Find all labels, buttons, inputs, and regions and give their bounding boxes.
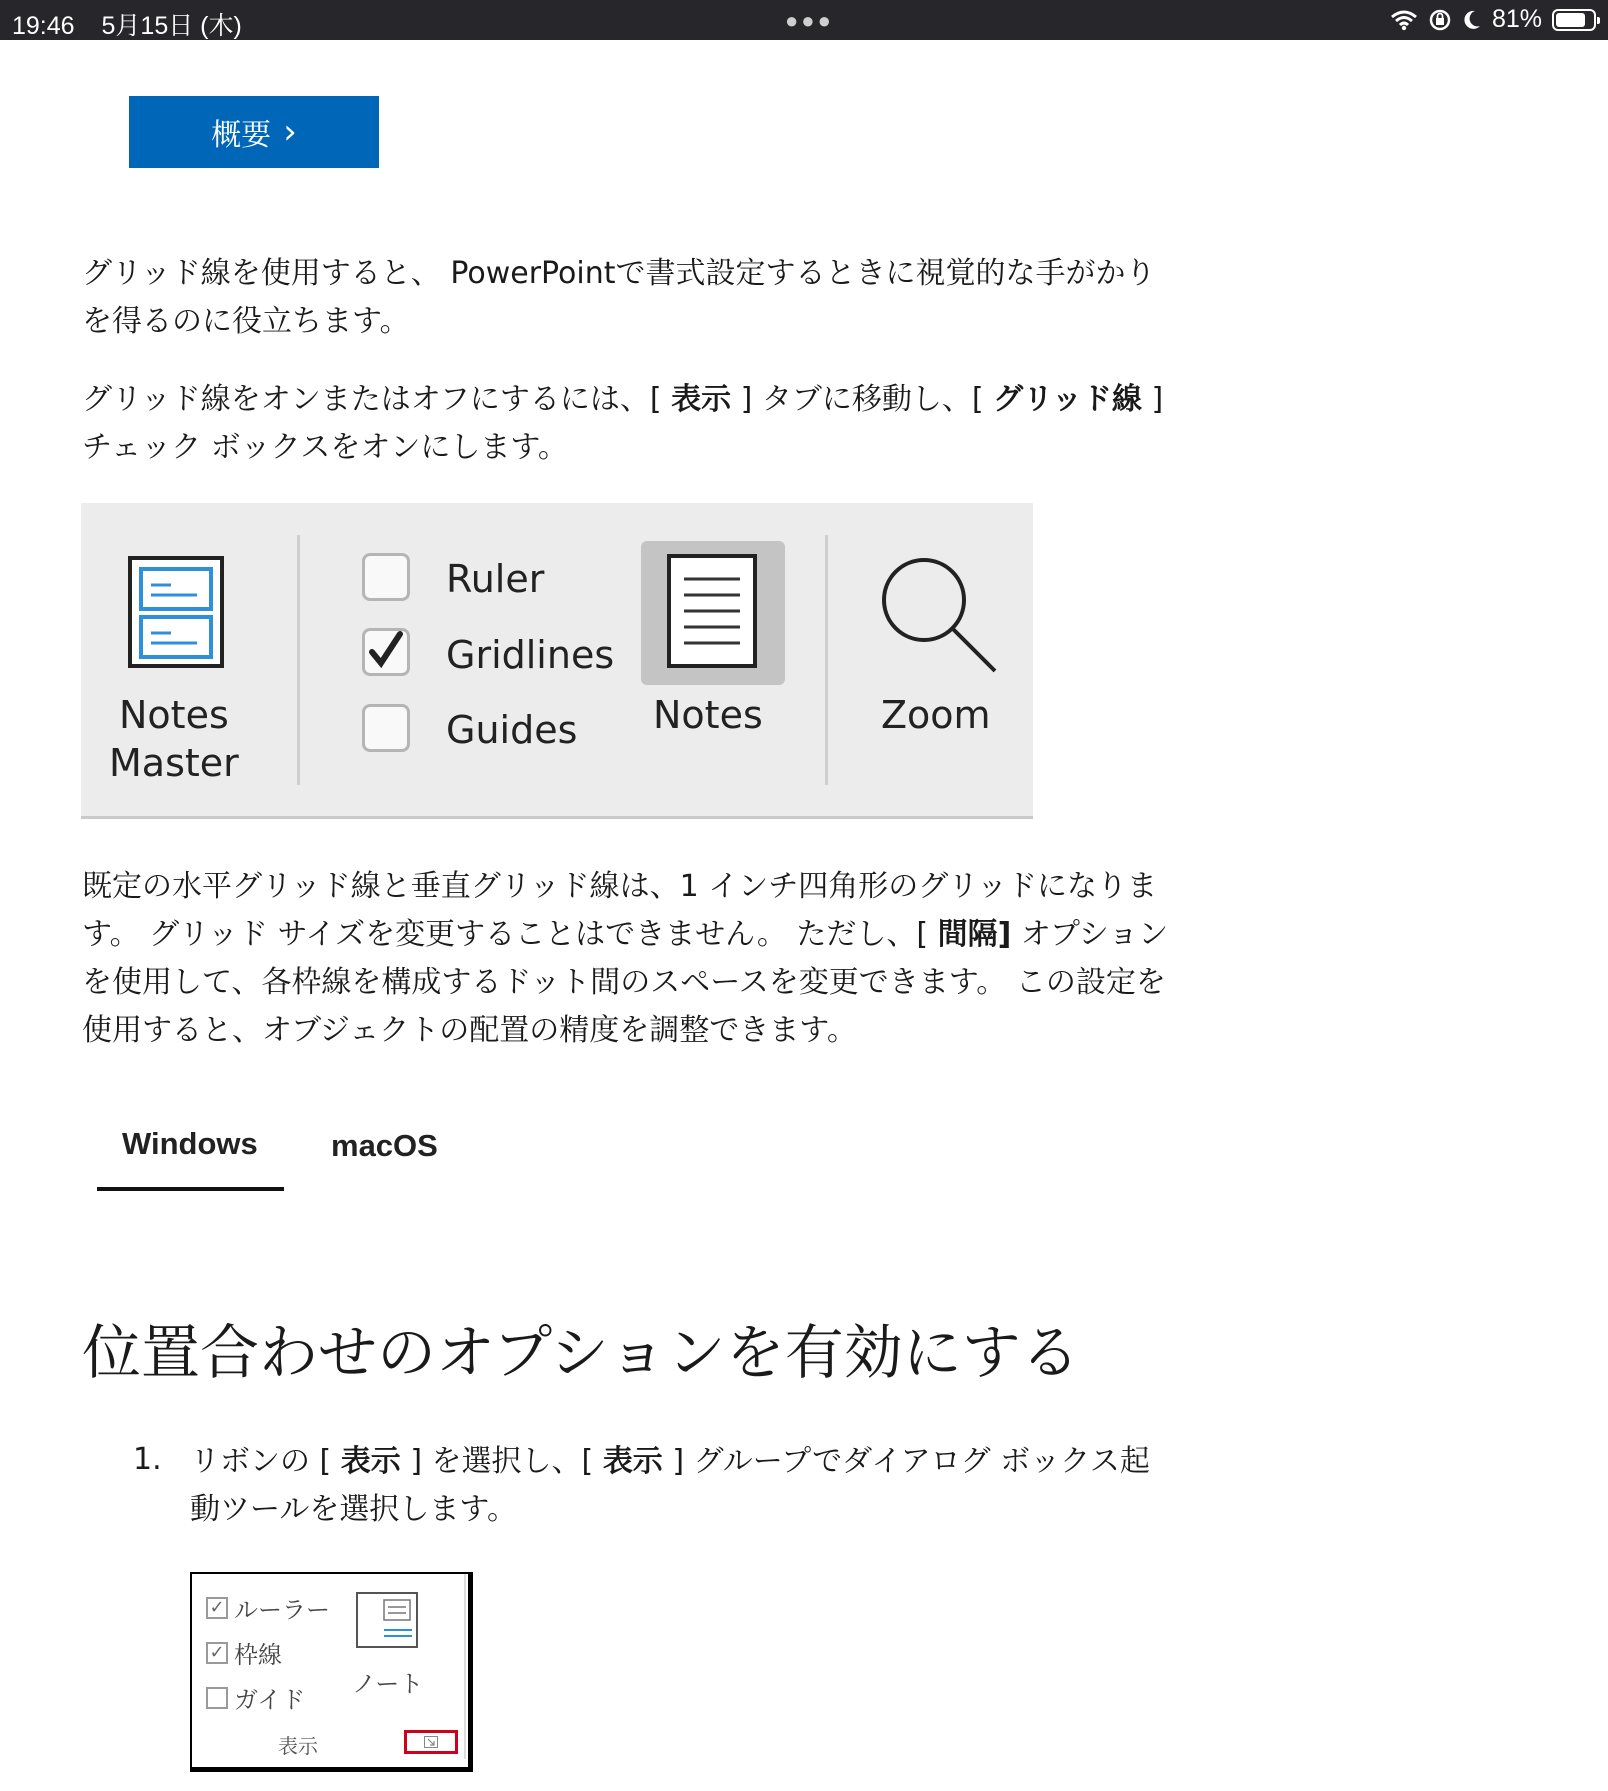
notes-master-label-2: Master: [109, 741, 239, 785]
bold-spacing: 間隔]: [937, 917, 1012, 952]
notes-label: Notes: [653, 693, 763, 737]
bold-gridlines: グリッド線: [993, 382, 1142, 417]
dialog-launcher-icon: [424, 1736, 438, 1748]
orientation-lock-icon: [1428, 8, 1452, 32]
ribbon-divider: [825, 535, 828, 785]
bold-view-tab: 表示: [671, 382, 732, 417]
notes-icon: [666, 553, 758, 669]
ruler-label: ルーラー: [234, 1596, 330, 1624]
intro-paragraph: グリッド線を使用すると、 PowerPointで書式設定するときに視覚的な手がかりを得るのに役立ちます。: [82, 256, 1156, 339]
guides-label: ガイド: [234, 1686, 306, 1714]
status-date: 5月15日 (木): [101, 12, 242, 40]
bold-view: 表示: [602, 1444, 663, 1479]
ribbon-screenshot: [81, 503, 1033, 819]
multitasking-dots-icon[interactable]: ●●●: [785, 8, 834, 33]
tab-selected-indicator: [97, 1187, 284, 1191]
text-span: ] グループでダイアログ ボックス起動ツールを選択します。: [190, 1444, 1150, 1527]
gridlines-label: Gridlines: [446, 633, 615, 677]
step-number: 1.: [133, 1442, 162, 1477]
gridlines-toggle-paragraph: [82, 376, 1182, 472]
ruler-checkbox-row: [206, 1590, 330, 1625]
checkbox-checked-icon: ✓: [206, 1642, 228, 1664]
view-group-screenshot: [190, 1572, 473, 1772]
note-label: ノート: [352, 1670, 424, 1698]
guides-label: Guides: [446, 708, 578, 752]
view-group-label: 表示: [278, 1734, 318, 1758]
ruler-checkbox: [362, 553, 410, 601]
zoom-label: Zoom: [881, 693, 991, 737]
dialog-launcher-highlight[interactable]: [404, 1730, 458, 1754]
zoom-icon: [879, 555, 999, 675]
text-span: リボンの [: [190, 1444, 341, 1479]
text-span: ] タブに移動し、[: [731, 382, 994, 417]
gridlines-checkbox: [362, 628, 410, 676]
guides-checkbox: [362, 704, 410, 752]
section-heading: 位置合わせのオプションを有効にする: [82, 1318, 1080, 1387]
ruler-label: Ruler: [446, 557, 545, 601]
checkbox-empty-icon: [206, 1687, 228, 1709]
gridlines-checkbox-row: [206, 1635, 282, 1670]
ribbon-divider: [297, 535, 300, 785]
moon-icon: [1462, 9, 1482, 31]
battery-icon: [1552, 9, 1596, 31]
overview-button-label: 概要: [211, 118, 272, 153]
gridlines-label: 枠線: [234, 1641, 282, 1669]
notes-master-label-1: Notes: [119, 693, 229, 737]
guides-checkbox-row: [206, 1680, 305, 1715]
checkmark-icon: [362, 628, 410, 676]
text-span: オプションを使用して、各枠線を構成するドット間のスペースを変更できます。 この設定を使用すると、オブジェクトの配置の精度を調整できます。: [82, 917, 1169, 1048]
notes-master-icon: [127, 555, 225, 669]
wifi-icon: [1390, 9, 1418, 31]
status-bar: [0, 0, 1608, 40]
text-span: グリッド線をオンまたはオフにするには、[: [82, 382, 672, 417]
text-span: 既定の水平グリッド線と垂直グリッド線は、1 インチ四角形のグリッドになります。 グリッド サイズを変更することはできません。 ただし、[: [82, 869, 1158, 952]
checkbox-checked-icon: ✓: [206, 1597, 228, 1619]
bold-view: 表示: [340, 1444, 401, 1479]
status-time: 19:46: [12, 12, 75, 40]
text-span: ] チェック ボックスをオンにします。: [82, 382, 1164, 465]
tab-macos[interactable]: macOS: [331, 1128, 438, 1163]
divider: [464, 1574, 466, 1759]
tab-windows[interactable]: Windows: [122, 1126, 258, 1161]
chevron-right-icon: ›: [283, 112, 297, 152]
step-text: [190, 1438, 1170, 1534]
overview-button[interactable]: [129, 96, 379, 168]
text-span: ] を選択し、[: [400, 1444, 603, 1479]
default-grid-paragraph: [82, 863, 1182, 1055]
battery-percent: 81%: [1491, 5, 1542, 33]
note-page-icon: [356, 1592, 418, 1648]
